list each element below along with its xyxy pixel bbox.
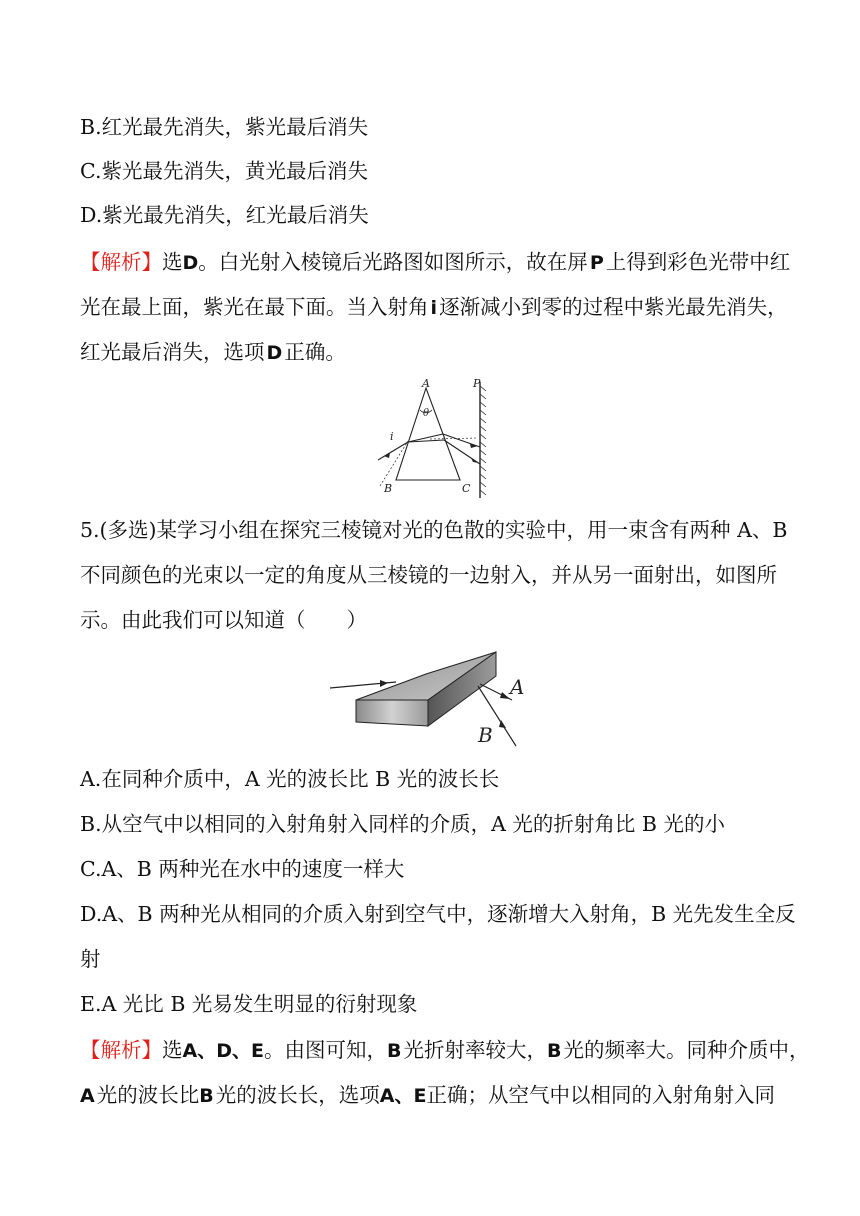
text: 逐渐减小到零的过程中紫光最先消失，	[439, 295, 788, 319]
q5-option-b: B.从空气中以相同的入射角射入同样的介质，A 光的折射角比 B 光的小	[80, 812, 725, 836]
text: 红光最后消失，选项	[80, 340, 265, 364]
text: B	[199, 1085, 214, 1107]
q4-option-d: D.紫光最先消失，红光最后消失	[80, 203, 369, 227]
label-b: B	[478, 723, 493, 747]
prism-dispersion-figure	[370, 376, 500, 500]
explanation-tag: 【解析】	[80, 1038, 162, 1062]
q5-stem-line-2: 不同颜色的光束以一定的角度从三棱镜的一边射入，并从另一面射出，如图所	[80, 563, 777, 587]
q5-stem-line-1: 5.(多选)某学习小组在探究三棱镜对光的色散的实验中，用一束含有两种 A、B	[80, 518, 788, 542]
explanation-tag: 【解析】	[80, 250, 162, 274]
q5-option-d-line-1: D.A、B 两种光从相同的介质入射到空气中，逐渐增大入射角，B 光先发生全反	[80, 902, 796, 926]
text: 正确。	[284, 340, 346, 364]
prism-triangle	[396, 388, 460, 480]
answer-choices: A、D、E	[182, 1040, 264, 1062]
q4-explanation-line-2	[80, 295, 788, 320]
q4-option-c: C.紫光最先消失，黄光最后消失	[80, 159, 368, 183]
arrow-head	[380, 680, 388, 687]
text: 。白光射入棱镜后光路图如图所示，故在屏	[198, 250, 588, 274]
prism-block-figure	[326, 648, 532, 752]
text: B	[547, 1040, 562, 1062]
text: 正确；从空气中以相同的入射角射入同	[426, 1083, 775, 1107]
label-c: C	[462, 482, 471, 495]
label-a: A	[510, 675, 525, 699]
q5-explanation-line-1	[80, 1038, 810, 1063]
text: 光的波长长，选项	[215, 1083, 380, 1107]
label-i: i	[390, 430, 394, 443]
text: 上得到彩色光带中红	[605, 250, 791, 274]
text: A	[80, 1085, 95, 1107]
label-a: A	[422, 377, 430, 390]
text: 光的频率大。同种介质中，	[563, 1038, 810, 1062]
label-theta: θ	[423, 408, 430, 419]
q5-option-e: E.A 光比 B 光易发生明显的衍射现象	[80, 992, 418, 1016]
q5-option-d-line-2: 射	[80, 947, 101, 971]
text: 。由图可知，	[263, 1038, 387, 1062]
text: 光在最上面，紫光在最下面。当入射角	[80, 295, 429, 319]
screen-hatch	[480, 386, 486, 495]
arrow-head	[500, 692, 510, 699]
answer-choice: D	[266, 342, 283, 364]
label-b: B	[384, 482, 393, 495]
q4-option-b: B.红光最先消失，紫光最后消失	[80, 115, 369, 139]
angle-symbol: i	[430, 297, 438, 319]
screen-label: P	[589, 252, 604, 274]
text: 选	[162, 250, 183, 274]
prism-block	[356, 652, 496, 726]
q5-stem-line-3: 示。由此我们可以知道（ ）	[80, 608, 367, 632]
q4-explanation-line-3	[80, 340, 346, 365]
q5-option-a: A.在同种介质中，A 光的波长比 B 光的波长长	[80, 767, 500, 791]
q5-option-c: C.A、B 两种光在水中的速度一样大	[80, 857, 405, 881]
text: A、E	[379, 1085, 427, 1107]
q5-explanation-line-2	[80, 1083, 775, 1108]
answer-choice: D	[182, 252, 199, 274]
label-p: P	[473, 377, 481, 390]
normal-line	[380, 441, 408, 486]
emergent-ray-red	[443, 434, 480, 447]
text: 光折射率较大，	[403, 1038, 547, 1062]
text: 选	[162, 1038, 183, 1062]
text: 光的波长比	[96, 1083, 200, 1107]
reference-dashed-line	[430, 438, 478, 439]
q4-explanation-line-1	[80, 250, 790, 275]
text: B	[386, 1040, 402, 1062]
